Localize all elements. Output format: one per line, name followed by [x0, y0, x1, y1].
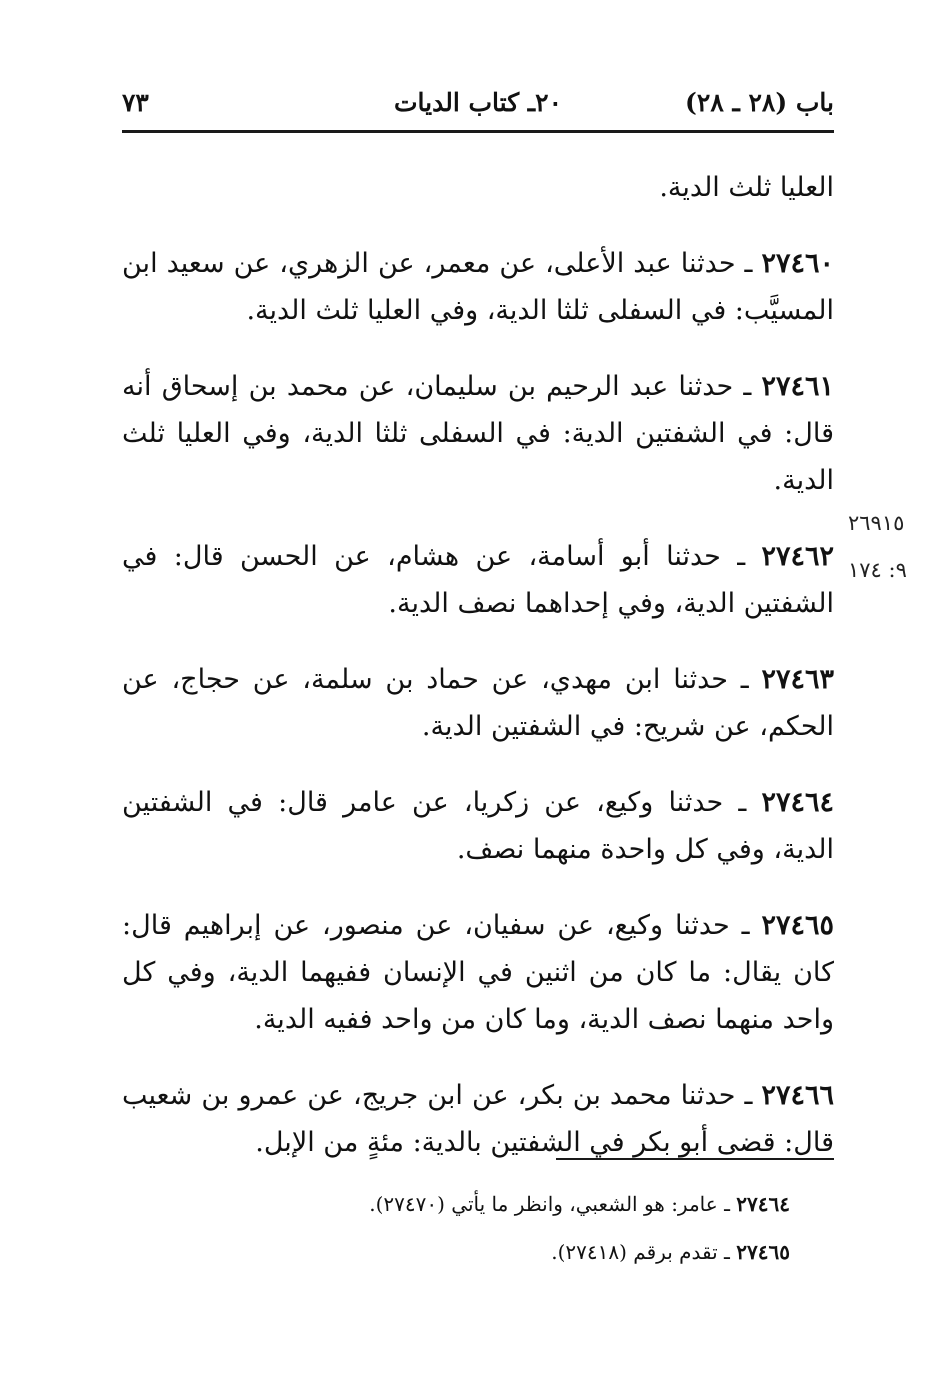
paragraph-text: ـ حدثنا عبد الرحيم بن سليمان، عن محمد بن إسحاق أنه قال: في الشفتين الدية: في السفلى ثلثا الدية، وفي العليا ثلث الدية. — [122, 371, 834, 496]
paragraph-text: ـ حدثنا ابن مهدي، عن حماد بن سلمة، عن حجاج، عن الحكم، عن شريح: في الشفتين الدية. — [122, 664, 834, 742]
footnotes — [122, 1180, 834, 1276]
running-header — [122, 82, 834, 122]
hadith-paragraph — [122, 533, 834, 627]
hadith-number: ٢٧٤٦٥ — [761, 910, 834, 941]
margin-ref: ٩: ١٧٤ — [848, 558, 907, 582]
paragraph-text: ـ حدثنا عبد الأعلى، عن معمر، عن الزهري، عن سعيد ابن المسيَّب: في السفلى ثلثا الدية، وفي العليا ثلث الدية. — [122, 248, 834, 326]
hadith-number: ٢٧٤٦٦ — [761, 1080, 834, 1111]
hadith-paragraph — [122, 240, 834, 334]
hadith-paragraph — [122, 902, 834, 1043]
footnote-text: ـ تقدم برقم (٢٧٤١٨). — [551, 1240, 737, 1264]
paragraph-text: العليا ثلث الدية. — [659, 172, 834, 203]
footnote-number: ٢٧٤٦٥ — [736, 1240, 790, 1264]
margin-references — [848, 500, 948, 594]
paragraph-text: ـ حدثنا أبو أسامة، عن هشام، عن الحسن قال: في الشفتين الدية، وفي إحداهما نصف الدية. — [122, 541, 834, 619]
header-rule — [122, 130, 834, 133]
footnote-rule — [556, 1158, 834, 1160]
chapter-heading: باب (٢٨ ـ ٢٨) — [685, 88, 834, 117]
main-text — [122, 164, 834, 1195]
paragraph-text: ـ حدثنا محمد بن بكر، عن ابن جريج، عن عمرو بن شعيب قال: قضى أبو بكر في الشفتين بالدية: مئةٍ من الإبل. — [122, 1080, 834, 1158]
margin-ref: ٢٦٩١٥ — [848, 511, 905, 535]
footnote-text: ـ عامر: هو الشعبي، وانظر ما يأتي (٢٧٤٧٠). — [369, 1192, 737, 1216]
hadith-paragraph — [122, 1072, 834, 1166]
hadith-number: ٢٧٤٦٢ — [761, 541, 834, 572]
hadith-paragraph — [122, 656, 834, 750]
footnote — [122, 1228, 834, 1276]
page-number: ٧٣ — [122, 88, 149, 117]
footnote-number: ٢٧٤٦٤ — [736, 1192, 790, 1216]
paragraph-continuation — [122, 164, 834, 211]
paragraph-text: ـ حدثنا وكيع، عن سفيان، عن منصور، عن إبراهيم قال: كان يقال: ما كان من اثنين في الإنسان ففيهما الدية، وفي كل واحد منهما نصف الدية، وما كان من واحد ففيه الدية. — [122, 910, 834, 1035]
book-title: ٢٠ـ كتاب الديات — [394, 88, 562, 117]
hadith-number: ٢٧٤٦٤ — [761, 787, 834, 818]
hadith-paragraph — [122, 363, 834, 504]
paragraph-text: ـ حدثنا وكيع، عن زكريا، عن عامر قال: في الشفتين الدية، وفي كل واحدة منهما نصف. — [122, 787, 834, 865]
hadith-number: ٢٧٤٦٠ — [761, 248, 834, 279]
hadith-number: ٢٧٤٦٣ — [761, 664, 834, 695]
footnote — [122, 1180, 834, 1228]
hadith-number: ٢٧٤٦١ — [761, 371, 834, 402]
hadith-paragraph — [122, 779, 834, 873]
